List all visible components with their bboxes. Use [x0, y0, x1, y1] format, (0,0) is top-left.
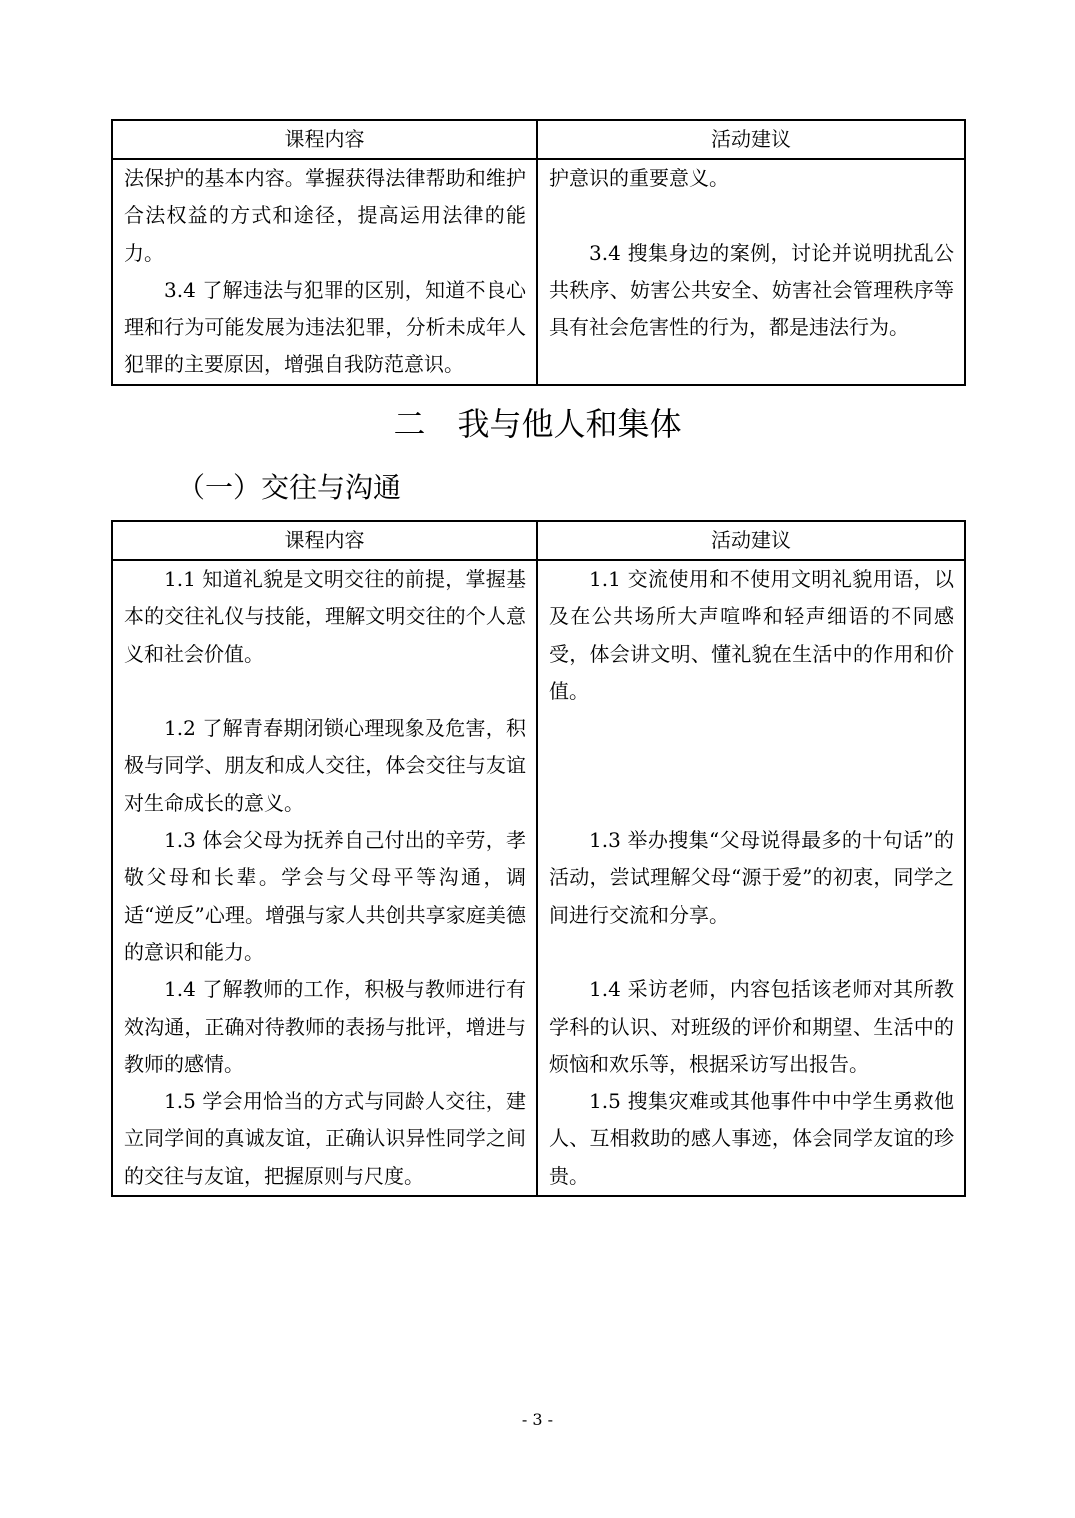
course-content-item: 1.3 体会父母为抚养自己付出的辛劳，孝敬父母和长辈。学会与父母平等沟通，调适“逆反”心理。增强与家人共创共享家庭美德的意识和能力。 [124, 828, 526, 964]
table-header-row [112, 120, 965, 159]
header-course-content: 课程内容 [112, 120, 537, 159]
table-row [112, 560, 965, 1196]
page-number: - 3 - [521, 1410, 554, 1429]
course-content-item: 1.2 了解青春期闭锁心理现象及危害，积极与同学、朋友和成人交往，体会交往与友谊对生命成长的意义。 [124, 716, 526, 815]
activity-suggestion-item: 1.3 举办搜集“父母说得最多的十句话”的活动，尝试理解父母“源于爱”的初衷，同学之间进行交流和分享。 [549, 828, 954, 927]
course-content-item: 1.4 了解教师的工作，积极与教师进行有效沟通，正确对待教师的表扬与批评，增进与教师的感情。 [124, 977, 526, 1076]
activity-suggestion-item: 1.4 采访老师，内容包括该老师对其所教学科的认识、对班级的评价和期望、生活中的烦恼和欢乐等，根据采访写出报告。 [549, 977, 954, 1076]
table-row [112, 159, 965, 385]
header-activity-suggestion: 活动建议 [537, 120, 965, 159]
activity-suggestion-cell [537, 159, 965, 385]
course-content-item: 1.5 学会用恰当的方式与同龄人交往，建立同学间的真诚友谊，正确认识异性同学之间的交往与友谊，把握原则与尺度。 [124, 1089, 526, 1188]
activity-suggestion-item: 1.1 交流使用和不使用文明礼貌用语，以及在公共场所大声喧哗和轻声细语的不同感受，体会讲文明、懂礼貌在生活中的作用和价值。 [549, 567, 954, 703]
activity-suggestion-cell [537, 560, 965, 1196]
curriculum-table-continued [111, 119, 966, 386]
section-title: （一）交往与沟通 [177, 471, 402, 504]
course-content-cell [112, 159, 537, 385]
header-activity-suggestion: 活动建议 [537, 521, 965, 560]
course-content-item: 法保护的基本内容。掌握获得法律帮助和维护合法权益的方式和途径，提高运用法律的能力。 [124, 166, 526, 265]
header-course-content: 课程内容 [112, 521, 537, 560]
activity-suggestion-item: 护意识的重要意义。 [549, 166, 729, 190]
activity-suggestion-item: 3.4 搜集身边的案例，讨论并说明扰乱公共秩序、妨害公共安全、妨害社会管理秩序等具有社会危害性的行为，都是违法行为。 [549, 240, 954, 340]
course-content-item: 1.1 知道礼貌是文明交往的前提，掌握基本的交往礼仪与技能，理解文明交往的个人意义和社会价值。 [124, 567, 526, 666]
curriculum-table [111, 520, 966, 1197]
course-content-cell [112, 560, 537, 1196]
table-header-row [112, 521, 965, 560]
course-content-item: 3.4 了解违法与犯罪的区别，知道不良心理和行为可能发展为违法犯罪，分析未成年人犯罪的主要原因，增强自我防范意识。 [124, 277, 526, 377]
activity-suggestion-item: 1.5 搜集灾难或其他事件中中学生勇救他人、互相救助的感人事迹，体会同学友谊的珍贵。 [549, 1089, 954, 1188]
chapter-title: 二 我与他人和集体 [393, 405, 682, 443]
